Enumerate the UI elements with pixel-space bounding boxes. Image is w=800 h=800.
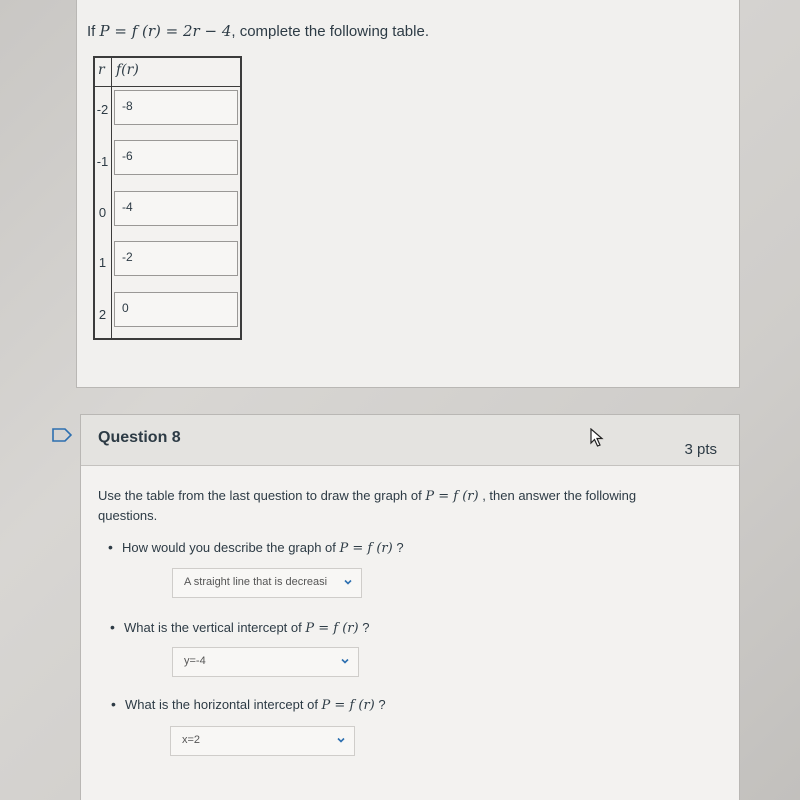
item-text: What is the horizontal intercept of — [125, 697, 322, 712]
table-input-f[interactable]: -2 — [114, 241, 238, 276]
item-equation: P = f (r) — [321, 698, 375, 713]
instructions-text-end: , then answer the following questions. — [98, 488, 637, 523]
question-header — [81, 415, 739, 466]
answer-dropdown[interactable] — [170, 726, 355, 756]
values-table — [93, 56, 242, 340]
chevron-down-icon — [343, 577, 353, 587]
question-item — [108, 539, 404, 556]
table-divider-horizontal — [95, 86, 240, 87]
column-header-f: f(r) — [116, 62, 139, 78]
item-equation: P = f (r) — [339, 541, 393, 556]
table-cell-r: 2 — [98, 307, 107, 322]
table-cell-r: -2 — [96, 102, 109, 117]
prompt-prefix: If — [87, 23, 100, 40]
table-input-f[interactable]: -8 — [114, 90, 238, 125]
table-cell-r: 0 — [98, 205, 107, 220]
question-title: Question 8 — [98, 429, 181, 446]
question-points: 3 pts — [684, 441, 717, 458]
cursor-icon — [590, 428, 604, 448]
table-divider-vertical — [111, 58, 112, 338]
item-text-end: ? — [392, 540, 404, 555]
table-input-f[interactable]: -6 — [114, 140, 238, 175]
item-text-end: ? — [374, 697, 386, 712]
bullet-dot: • — [111, 696, 116, 712]
bullet-dot: • — [110, 619, 115, 635]
item-text: What is the vertical intercept of — [124, 620, 306, 635]
chevron-down-icon — [340, 656, 350, 666]
question-7-prompt — [87, 22, 429, 40]
item-text-end: ? — [358, 620, 370, 635]
answer-dropdown[interactable] — [172, 568, 362, 598]
answer-dropdown[interactable] — [172, 647, 359, 677]
chevron-down-icon — [336, 735, 346, 745]
prompt-equation: P = f (r) = 2r − 4 — [99, 22, 232, 40]
column-header-r: r — [98, 62, 105, 78]
flag-icon[interactable] — [52, 428, 72, 442]
table-cell-r: -1 — [96, 154, 109, 169]
dropdown-value: y=-4 — [184, 655, 206, 667]
instructions-text: Use the table from the last question to draw the graph of — [98, 488, 426, 503]
table-input-f[interactable]: -4 — [114, 191, 238, 226]
item-equation: P = f (r) — [305, 621, 359, 636]
instructions-equation: P = f (r) — [425, 489, 479, 504]
question-item — [110, 619, 369, 636]
prompt-suffix: , complete the following table. — [231, 23, 429, 40]
question-instructions — [98, 486, 698, 525]
dropdown-value: A straight line that is decreasi — [184, 576, 328, 588]
dropdown-value: x=2 — [182, 734, 201, 746]
item-text: How would you describe the graph of — [122, 540, 340, 555]
question-item — [111, 696, 386, 713]
bullet-dot: • — [108, 539, 113, 555]
table-cell-r: 1 — [98, 255, 107, 270]
table-input-f[interactable]: 0 — [114, 292, 238, 327]
